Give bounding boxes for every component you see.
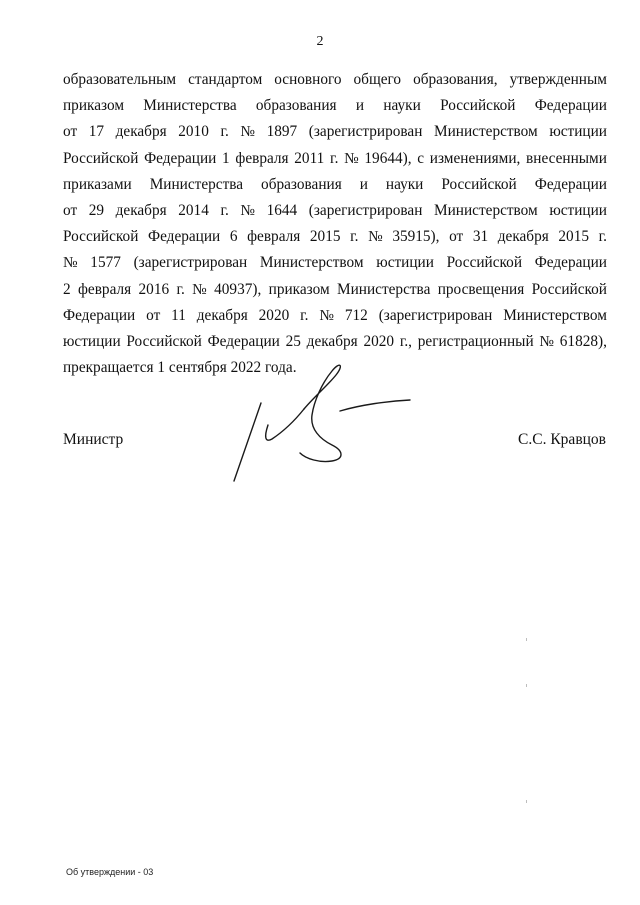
word: основного (274, 71, 342, 88)
handwritten-signature (228, 363, 418, 488)
word: науки (383, 97, 421, 115)
word: стандартом (188, 71, 263, 88)
word: общего (353, 71, 402, 88)
word: Российской (63, 228, 139, 246)
word: г., (399, 332, 413, 350)
word: декабря (497, 228, 549, 246)
word: образования (261, 175, 342, 193)
word: № (344, 149, 359, 167)
word: 1 (222, 149, 230, 167)
text-line (63, 224, 607, 250)
text-line (63, 198, 607, 224)
word: Министерством (259, 254, 364, 272)
word: образования (255, 97, 337, 115)
word: Федерации (534, 175, 607, 193)
word: № (192, 280, 207, 298)
text-line (63, 250, 607, 276)
word: Российской (531, 280, 607, 298)
word: юстиции (549, 123, 607, 141)
word: 2014 (178, 201, 209, 219)
word: Федерации (534, 97, 607, 115)
word: образования, (413, 71, 498, 88)
word: Министерством (503, 306, 607, 324)
word: Министерством (434, 201, 538, 219)
text-line (63, 146, 607, 172)
scan-mark (526, 684, 527, 687)
word: и (359, 175, 368, 193)
signatory-position: Министр (63, 431, 124, 448)
word: 29 (88, 201, 105, 219)
word: 19644), (364, 149, 412, 167)
word: науки (385, 175, 424, 193)
word: (зарегистрирован (308, 201, 423, 219)
word: Российской (446, 254, 523, 272)
word: образовательным (63, 71, 177, 88)
word: № (240, 201, 256, 219)
text-line (63, 277, 607, 303)
word: 2011 (294, 149, 325, 167)
word: 35915), (392, 228, 440, 246)
word: 25 (285, 332, 301, 350)
word: 61828), (559, 332, 607, 350)
word: юстиции (376, 254, 434, 272)
word: 1644 (266, 201, 298, 219)
word: февраля (235, 149, 289, 167)
scan-mark (526, 638, 527, 641)
text-line (63, 119, 607, 145)
word: утвержденным (509, 71, 607, 88)
word: 1897 (266, 123, 298, 141)
word: Федерации (144, 149, 217, 167)
word: декабря (115, 201, 167, 219)
word: 2015 (558, 228, 589, 246)
word: Федерации (63, 306, 136, 324)
word: № (63, 254, 78, 272)
word: февраля (247, 228, 301, 246)
word: юстиции (63, 332, 121, 350)
word: г. (350, 228, 359, 246)
word: декабря (196, 306, 248, 324)
word: Российской (63, 149, 139, 167)
word: 17 (88, 123, 105, 141)
word: 11 (171, 306, 186, 324)
word: Федерации (207, 332, 280, 350)
word: от (63, 123, 78, 141)
word: от (146, 306, 161, 324)
signatory-name: С.С. Кравцов (518, 431, 606, 448)
word: 712 (344, 306, 368, 324)
word: 31 (472, 228, 489, 246)
word: приказом (268, 280, 330, 298)
word: Министерством (434, 123, 538, 141)
word: г. (220, 201, 229, 219)
word: от (63, 201, 78, 219)
word: внесенными (526, 149, 607, 167)
word: февраля (78, 280, 132, 298)
text-line (63, 303, 607, 329)
word: № (319, 306, 334, 324)
word: (зарегистрирован (378, 306, 493, 324)
word: 2015 (309, 228, 341, 246)
scan-mark (526, 800, 527, 803)
word: (зарегистрирован (133, 254, 248, 272)
word: г. (176, 280, 185, 298)
page-number: 2 (316, 34, 324, 49)
word: 2016 (138, 280, 170, 298)
word: Министерства (337, 280, 431, 298)
word: приказом (63, 97, 125, 115)
word: декабря (115, 123, 167, 141)
word: регистрационный (417, 332, 534, 350)
word: 2020 (363, 332, 395, 350)
word: г. (330, 149, 339, 167)
word: 2020 (258, 306, 290, 324)
word: № (539, 332, 555, 350)
word: 6 (229, 228, 238, 246)
word: Федерации (148, 228, 221, 246)
word: Федерации (534, 254, 607, 272)
text-line (63, 67, 607, 93)
word: 40937), (214, 280, 262, 298)
word: 2 (63, 280, 71, 298)
word: просвещения (437, 280, 525, 298)
word: Министерства (143, 97, 237, 115)
word: Российской (441, 175, 517, 193)
text-line (63, 329, 607, 355)
word: декабря (306, 332, 358, 350)
text-line: прекращается 1 сентября 2022 года. (63, 359, 297, 377)
word: г. (598, 228, 607, 246)
word: № (368, 228, 383, 246)
word: Российской (126, 332, 202, 350)
body-paragraph (63, 67, 607, 381)
word: Министерства (149, 175, 244, 193)
word: (зарегистрирован (308, 123, 423, 141)
word: г. (220, 123, 229, 141)
word: г. (300, 306, 309, 324)
word: № (240, 123, 256, 141)
word: 2010 (178, 123, 209, 141)
word: Российской (440, 97, 516, 115)
word: 1577 (90, 254, 121, 272)
word: от (449, 228, 464, 246)
word: юстиции (549, 201, 607, 219)
text-line (63, 93, 607, 119)
word: и (355, 97, 365, 115)
footer-document-code: Об утверждении - 03 (66, 867, 154, 877)
word: изменениями, (429, 149, 521, 167)
text-line (63, 172, 607, 198)
word: с (417, 149, 425, 167)
word: приказами (63, 175, 132, 193)
